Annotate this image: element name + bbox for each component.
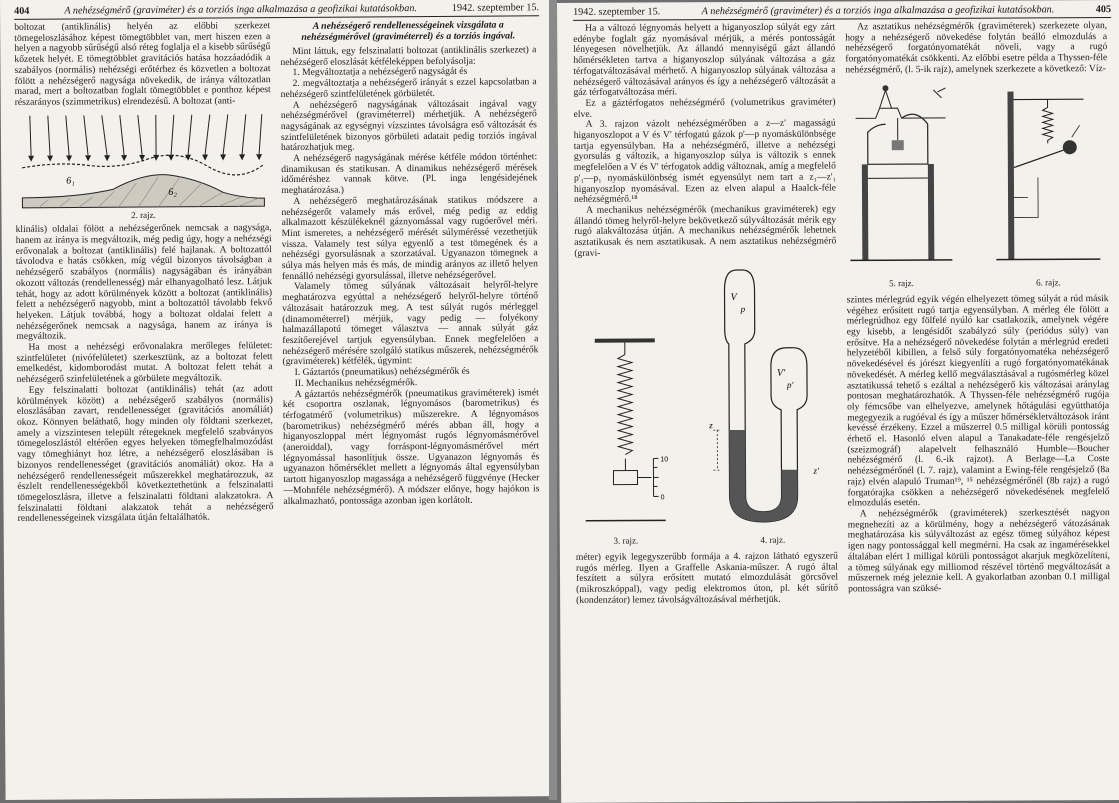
right-page-date: 1942. szeptember 15. <box>573 6 661 18</box>
left-page-date: 1942. szeptember 15. <box>451 2 540 14</box>
figure-4-caption: 4. rajz. <box>760 534 786 546</box>
left-page-header <box>14 2 539 20</box>
figure-3 <box>575 331 676 547</box>
paragraph: A nehézségerő nagyságának változásait ingával vagy nehézségmérővel (graviméterrel) mérhetjük. A nehézségerő nagyságának az egységnyi vízszintes távolságra eső változását és szintfelületének bizonyos görbületi adatait pedig torziós ingával határozhatjuk meg. <box>280 97 537 154</box>
paragraph: A mechanikus nehézségmérők (mechanikus graviméterek) egy állandó tömeg helyről-helyre bekövetkező súlyváltozását mérik egy rugó alakváltozása útján. A mechanikus nehézségmérők lehetnek asztatikusak és nem asztatikusak. A nem asztatikus nehézségmérő (gravi- <box>574 203 837 259</box>
left-column-2 <box>280 19 539 523</box>
figure-3-caption: 3. rajz. <box>613 535 639 546</box>
figure-2-drawing <box>18 110 269 210</box>
left-running-title: A nehézségmérő (graviméter) és a torziós inga alkalmazása a geofizikai kutatásokban. <box>64 3 417 17</box>
paragraph: A gáztartós nehézségmérők (pneumatikus graviméterek) ismét két csoportra oszlanak, légnyomásos (barometrikus) és térfogatmérő (volumetrikus) műszerekre. A légnyomásos (barometrikus) nehézségmérő mérés abban áll, hogy a higanyoszloppal mért légnyomást rugós légnyomásmérővel (aneroiddal), vagy forráspont-légnyomásmérővel mért légnyomással hasonlítjuk össze. Ugyanazon légnyomás és ugyanazon hőmérséklet mellett a légnyomás által egyensúlyban tartott higanyoszlop magassága a nehézségerő függvénye (Hecker—Mohnféle nehézségmérő). A módszer előnye, hogy hajókon is alkalmazható, pontossága azonban igen korlátolt. <box>282 386 540 507</box>
figure-2-caption: 2. rajz. <box>131 209 156 220</box>
volume-label: V <box>730 292 737 304</box>
list-item: I. Gáztartós (pneumatikus) nehézségmérők és <box>294 365 470 379</box>
scale-bottom-label: 0 <box>660 494 665 502</box>
right-column-1 <box>573 22 838 606</box>
paragraph: Valamely tömeg súlyának változásait helyről-helyre meghatározva egyúttal a nehézségerő helyről-helyre történő változásait határozzuk meg. A test súlyát rugós mérleggel (dinamométerrel) mérjük, vagy pedig — folyékony halmazállapotú tömeget választva — annak súlyát gáz feszítőerejével tartjuk egyensúlyban. Ennek megfelelően a nehézségerő mérésére szolgáló statikus műszerek, nehézségmérők (graviméterek) kétfélék, úgymint: <box>282 279 539 368</box>
paragraph: Ha a változó légnyomás helyett a higanyoszlop súlyát egy zárt edénybe foglalt gáz nyomásával mérjük, a mérés pontosságát lényegesen növelhetjük. Az állandó mennyiségű gázt állandó hőmérsékleten tartva a higanyoszlop súlyának változása a gáz térfogatváltozásával mérhető. A higanyoszlop súlyának változása a nehézségerő változásával arányos és így a nehézségerő változását a gáz térfogatváltozása méri. <box>573 21 836 99</box>
left-column-1 <box>14 21 273 525</box>
figures-5-6 <box>845 77 1108 290</box>
figure-5 <box>845 77 956 289</box>
figures-3-4 <box>574 260 837 547</box>
paragraph: szintes mérlegrúd egyik végén elhelyezett tömeg súlyát a rúd másik végéhez erősített rugó tartja egyensúlyban. A mérleg éle fölött a mérlegrúdhoz egy fölfelé nyúló kar csatlakozik, amelynek végére egy kisebb, a lengésidőt szabályzó súly (periódus súly) van erősítve. Ha a nehézségerő növekedése folytán a mérlegrúd eredeti helyzetéből kibillen, a felső súly forgatónyomatéka nehézségerő növekedésével és jórészt kiegyenlíti a rugó forgatónyomatékának növekedését. A mérleg kellő megválasztásával a rugósmérleg közel asztatikussá tehető s ezáltal a nehézségerő kis változásai aránylag pontosan meghatározhatók. A Thyssen-féle nehézségmérő rugója oly fémcsőbe van elhelyezve, amelynek hőtágulási együtthatója megegyezik a rugóéval és így a műszer hőmérsékletváltozások iránt kevéssé érzékeny. Ezzel a műszerrel 0.5 milligal körüli pontosság érhető el. Hasonló elven alapul a Tanakadate-féle rengésjelző (szeizmográf) alapelvelt felhasználó Humble—Boucher nehézségmérő (l. 6.-ik rajzot). A Berlage—La Coste nehézségmérőnél (l. 7. rajz), valamint a Ewing-féle rengésjelző (8a rajz) elvén alapuló Truman¹⁹, ¹⁵ nehézségmérőnél (8b rajz) a rugó forgatórajka csökken a nehézségerő növekedésének megfelelő elmozdulás esetén. <box>846 292 1110 509</box>
paragraph: Egy felszinalatti boltozat (antiklinális) tehát (az adott körülmények között) a nehézségerő szabályos (normális) eloszlásában zavart, rendellenességet (gravitációs anomáliát) okoz. Könnyen beláthatő, hogy minden oly földtani szerkezet, amely a vizszintesen települt rétegeknek megfelelő szabványos tömegeloszlástól eltérően egyes helyeken tömegfelhalmozódást vagy tömeghiányt hoz létre, a nehézségerő eloszlásában is bizonyos rendellenességet (gravitációs anomáliát) okoz. Ha a nehézségerő rendellenességeit műszerekkel meghatározzuk, az észlelt rendellenességekből következtethetünk a felszinalatti tömegeloszlásra, illetve a felszinalatti földtani alakzatokra. A felszinalatti földtani alakzatok tehát a nehézségerő rendellenességeinek vizsgálata útján feltalálhatók. <box>16 382 274 525</box>
figure-5-caption: 5. rajz. <box>889 278 914 289</box>
height-label: z <box>709 420 713 431</box>
book-gutter <box>549 0 557 800</box>
paragraph: A nehézségmérők (graviméterek) szerkesztését nagyon megnehezíti az a körülmény, hogy a nehézségerő vátozásának meghatározása kis súlyváltozást az egész tömeg súlyához képest igen nagy pontossággal kell megmérni. Ha csak az ingamérésekkel általában elért 1 milligal körüli pontosságot akarjuk megközelíteni, a tömeg súlyának egy milliomod részével történő megváltozását a műszernek még jeleznie kell. A gyakorlatban azonban 0.1 milligal pontosságra van szüksé- <box>847 507 1111 595</box>
volume-prime-label: V' <box>776 368 786 380</box>
right-page-header <box>573 4 1111 21</box>
section-heading: A nehézségerő rendellenességeinek vizsgálata a nehézségmérővel (graviméterrel) és a torziós ingával. <box>301 19 516 43</box>
paragraph: Mint láttuk, egy felszinalatti boltozat (antiklinális szerkezet) a nehézségerő eloszlását kétféleképpen befolyásolja: <box>280 44 537 68</box>
list-item: 2. megváltoztatja a nehézségerő irányát s ezzel kapcsolatban a nehézségerő szintfelületének görbületét. <box>280 76 537 100</box>
paragraph: A nehézségerő meghatározásának statikus módszere a nehézségerőt valamely más erővel, még pedig az eddig alkalmazott készülékeknél gáznyomással vagy rugóerővel méri. Mint ismeretes, a nehézségerő mérését súlyméréssé vezethetjük vissza. Valamely test súlya egyenlő a test tömegének és a nehézségi gyorsulásnak a szorzatával. Ugyanazon tömegnek a súlya más helyen más és más, de mindig arányos az illető helyen fennálló nehézségi gyorsulással, illetve nehézségerővel. <box>281 194 538 282</box>
paragraph: Ha most a nehézségi erővonalakra merőleges felületet: szintfelületet (nivófelületet) szerkesztünk, az a boltozat felett emelkedést, kidomborodást mutat. A boltozat felett tehát a nehézségerő szinfelületének a görbülete megváltozik. <box>16 340 273 386</box>
scale-top-label: 10 <box>660 456 669 464</box>
right-page-number: 405 <box>1095 4 1112 16</box>
paragraph: A nehézségerő nagyságának mérése kétféle módon történhet: dinamikusan és statikusan. A dinamikus nehézségerő mérések időméréshez vannak kötve. (Pl. inga lengésidejének meghatározása.) <box>281 151 538 197</box>
layer-label-upper: 6₁ <box>66 175 75 187</box>
figure-4-drawing <box>706 260 837 531</box>
list-item: 1. Megváltoztatja a nehézségerő nagyságát és <box>292 66 468 79</box>
figure-6-caption: 6. rajz. <box>1036 277 1061 288</box>
right-running-title: A nehézségmérő (graviméter) és a torziós inga alkalmazása a geofizikai kutatásokban. <box>701 4 1055 18</box>
left-page <box>0 0 555 800</box>
paragraph: Ez a gáztérfogatos nehézségmérő (volumetrikus graviméter) elve. <box>573 96 836 120</box>
paragraph: klinális) oldalai fölött a nehézségerőnek nemcsak a nagysága, hanem az iránya is megváltozik, még pedig úgy, hogy a nehézségi erővonalak a boltozat (antiklinális) felé hajlanak. A boltozattól távolodva e hatás csökken, míg végül bizonyos távolságban a nehézségerő szabályos (normális) nagyságában és irányában okozott változás (rendellenesség) már elhanyagolható lesz. Látjuk tehát, hogy az adott körülmények között a boltozat (antiklinális) felett a nehézségerő nagyobb, mint a boltozattól távolabb fekvő helyeken. Látjuk továbbá, hogy a boltozat oldalai felett a nehézségerőnek nemcsak a nagysága, hanem az iránya is megváltozik. <box>15 222 273 343</box>
paragraph: Az asztatikus nehézségmérők (graviméterek) szerkezete olyan, hogy a nehézségerő növekedése folytán beálló elmozdulás a nehézségerő forgatónyomatékát növeli, vagy a rugó forgatónyomatékát csökkenti. Az előbbi esetre példa a Thyssen-féle nehézségmérő, (l. 5-ik rajz), amelynek szerkezete a következő: Víz- <box>845 20 1108 76</box>
figure-6 <box>987 77 1108 289</box>
list-item: II. Mechanikus nehézségmérők. <box>294 376 418 389</box>
paragraph: boltozat (antiklinális) helyén az előbbi szerkezet tömegeloszlásához képest tömegtöbblet van, mert hiszen ezen a helyen a nagyobb sűrűségű alsó réteg foglalja el a kisebb sűrűségű kőzetek helyét. E tömegtöbblet gravitációs hatása hozzáadódik a szabályos (normális) nehézségi erőtérhez és közvetlen a boltozat fölött a nehézségerő nagysága növekedik, de iránya változatlan marad, mert a boltozatban foglalt tömegtöbblet e ponthoz képest részarányos (szimmetrikus) elrendezésű. A boltozat (anti- <box>14 20 271 108</box>
height-prime-label: z' <box>813 466 819 477</box>
pressure-prime-label: p' <box>786 380 794 391</box>
figure-6-drawing <box>987 77 1108 274</box>
right-column-2 <box>845 21 1110 605</box>
paragraph: A 3. rajzon vázolt nehézségmérőben a z—z' magasságú higanyoszlopot a V és V' térfogatú gázok p'—p nyomáskülönbsége tartja egyensúlyban. Ha a nehézségmérő, illetve a nehézségi gyorsulás g változik, a higanyoszlop súlya is változik s ennek megfelelően a V és V' térfogatok addig változnak, amíg a megfelelő p'₁—p₁ nyomáskülönbség ismét egyensúlyt nem tart a z₁—z'₁ higanyoszlop nyomásával. Ezen az elven alapul a Haalck-féle nehézségmérő.¹⁸ <box>573 117 837 206</box>
figure-4 <box>706 260 837 546</box>
right-page <box>557 0 1119 803</box>
figure-3-drawing <box>575 331 676 532</box>
left-page-number: 404 <box>14 5 30 17</box>
figure-5-drawing <box>845 77 956 274</box>
pressure-label: p <box>740 304 746 315</box>
paragraph: méter) egyik legegyszerűbb formája a 4. rajzon látható egyszerű rugós mérleg. Ilyen a Graffelle Askania-műszer. A rugó által feszített a súlyra erősített mutató elmozdulását görcsővel (mikroszkóppal), vagy pedig elektromos úton, pl. két sűrítő (kondenzátor) lemez távolságváltozásával mérhetjük. <box>575 550 839 606</box>
layer-label-lower: 6₂ <box>168 186 177 198</box>
figure-2 <box>15 110 272 221</box>
